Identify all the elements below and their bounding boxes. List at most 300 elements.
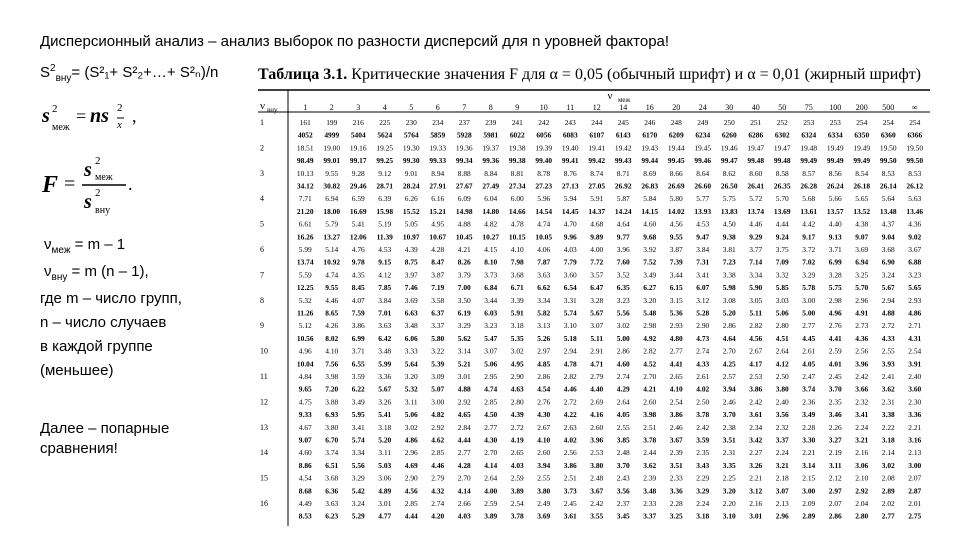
cell-a05-r12-c14: 2.54	[669, 397, 683, 407]
cell-a01-r9-c10: 5.18	[563, 333, 577, 343]
cell-a01-r3-c10: 27.13	[561, 181, 579, 191]
cell-a05-r2-c9: 19.39	[535, 143, 553, 153]
cell-a01-r3-c21: 26.18	[853, 181, 871, 191]
cell-a05-r9-c13: 2.98	[643, 321, 657, 331]
cell-a01-r15-c9: 3.80	[537, 486, 551, 496]
dof-vnu	[44, 263, 149, 283]
cell-a05-r15-c15: 2.29	[696, 473, 710, 483]
cell-a05-r2-c14: 19.44	[667, 143, 685, 153]
cell-a05-r14-c11: 2.53	[590, 448, 604, 458]
cell-a05-r5-c7: 4.82	[484, 219, 498, 229]
cell-a01-r2-c12: 99.43	[614, 156, 632, 166]
cell-a05-r9-c20: 2.76	[828, 321, 842, 331]
cell-a01-r2-c3: 99.25	[376, 156, 394, 166]
cell-a05-r8-c14: 3.15	[669, 295, 683, 305]
cell-a01-r8-c23: 4.86	[908, 308, 922, 318]
cell-a01-r13-c17: 3.42	[749, 435, 763, 445]
cell-a01-r4-c5: 15.21	[429, 206, 447, 216]
cell-a05-r14-c23: 2.13	[908, 448, 922, 458]
where-line-1: где m – число групп,	[40, 290, 182, 307]
cell-a01-r4-c21: 13.52	[853, 206, 871, 216]
cell-a01-r2-c20: 99.49	[826, 156, 844, 166]
cell-a05-r16-c8: 2.54	[510, 499, 524, 508]
cell-a05-r16-c23: 2.01	[908, 499, 922, 508]
cell-a05-r9-c9: 3.13	[537, 321, 551, 331]
cell-a05-r16-c21: 2.04	[855, 499, 869, 508]
cell-a05-r8-c21: 2.96	[855, 295, 869, 305]
cell-a05-r5-c8: 4.78	[510, 219, 524, 229]
cell-a05-r10-c10: 2.94	[563, 346, 577, 356]
cell-a05-r12-c17: 2.42	[749, 397, 763, 407]
cell-a01-r14-c19: 3.14	[802, 460, 816, 470]
cell-a05-r10-c7: 3.07	[484, 346, 498, 356]
cell-a05-r7-c2: 4.35	[351, 270, 365, 280]
cell-a05-r13-c23: 2.21	[908, 422, 922, 432]
cell-a05-r5-c13: 4.60	[643, 219, 657, 229]
cell-a05-r6-c22: 3.68	[881, 245, 895, 254]
dof-mezh-sub: меж	[51, 245, 71, 256]
cell-a01-r15-c16: 3.20	[722, 486, 736, 496]
cell-a05-r14-c12: 2.48	[616, 448, 630, 458]
cell-a01-r2-c21: 99.49	[853, 156, 871, 166]
cell-a01-r10-c6: 5.21	[457, 359, 471, 369]
cell-a05-r2-c23: 19.50	[906, 143, 924, 153]
cell-a01-r13-c23: 3.16	[908, 435, 922, 445]
cell-a01-r2-c19: 99.49	[800, 156, 818, 166]
row-label-4: 4	[260, 194, 264, 204]
cell-a05-r14-c14: 2.39	[669, 448, 683, 458]
cell-a05-r3-c2: 9.28	[351, 168, 365, 178]
cell-a01-r16-c0: 8.53	[298, 511, 312, 521]
cell-a01-r3-c12: 26.92	[614, 181, 632, 191]
cell-a05-r6-c0: 5.99	[298, 245, 312, 254]
cell-a05-r12-c0: 4.75	[298, 397, 312, 407]
cell-a05-r4-c21: 5.65	[855, 194, 869, 204]
cell-a05-r2-c0: 18.51	[296, 143, 314, 153]
cell-a01-r14-c23: 3.00	[908, 460, 922, 470]
F-eq: =	[64, 173, 76, 195]
cell-a05-r2-c18: 19.47	[773, 143, 791, 153]
cell-a05-r4-c3: 6.39	[378, 194, 392, 204]
cell-a01-r4-c22: 13.48	[879, 206, 897, 216]
cell-a01-r4-c17: 13.74	[747, 206, 765, 216]
cell-a01-r11-c17: 3.86	[749, 384, 763, 394]
cell-a01-r3-c23: 26.12	[906, 181, 924, 191]
cell-a01-r7-c17: 5.90	[749, 283, 763, 293]
cell-a01-r14-c15: 3.43	[696, 460, 710, 470]
cell-a01-r15-c3: 4.89	[378, 486, 392, 496]
cell-a01-r16-c22: 2.77	[881, 511, 895, 521]
cell-a05-r4-c16: 5.75	[722, 194, 736, 204]
cell-a01-r6-c19: 7.02	[802, 257, 816, 267]
cell-a01-r11-c6: 4.88	[457, 384, 471, 394]
cell-a01-r1-c19: 6324	[801, 130, 817, 140]
cell-a05-r11-c14: 2.65	[669, 372, 683, 381]
cell-a01-r5-c3: 11.39	[376, 232, 393, 242]
cell-a05-r12-c5: 3.00	[431, 397, 445, 407]
cell-a01-r10-c4: 5.64	[404, 359, 418, 369]
cell-a05-r6-c4: 4.39	[404, 245, 418, 254]
row-label-10: 10	[260, 346, 268, 356]
cell-a05-r13-c21: 2.24	[855, 422, 869, 432]
cell-a01-r12-c5: 4.82	[431, 410, 445, 420]
cell-a05-r10-c14: 2.77	[669, 346, 683, 356]
cell-a01-r2-c5: 99.33	[429, 156, 447, 166]
cell-a01-r14-c5: 4.46	[431, 460, 445, 470]
cell-a05-r15-c7: 2.64	[484, 473, 498, 483]
cell-a01-r16-c6: 4.03	[457, 511, 471, 521]
cell-a01-r12-c4: 5.06	[404, 410, 418, 420]
cell-a05-r1-c8: 241	[511, 118, 523, 127]
cell-a01-r9-c23: 4.31	[908, 333, 922, 343]
cell-a01-r11-c15: 4.02	[696, 384, 710, 394]
cell-a01-r10-c15: 4.33	[696, 359, 710, 369]
cell-a05-r15-c0: 4.54	[298, 473, 312, 483]
cell-a05-r5-c17: 4.46	[749, 219, 763, 229]
cell-a01-r5-c17: 9.29	[749, 232, 763, 242]
cell-a05-r12-c10: 2.72	[563, 397, 577, 407]
cell-a05-r10-c13: 2.82	[643, 346, 657, 356]
cell-a05-r7-c12: 3.52	[616, 270, 630, 280]
col-header-nu: ν	[607, 90, 613, 102]
cell-a05-r3-c12: 8.71	[616, 168, 630, 178]
cell-a05-r2-c6: 19.36	[455, 143, 473, 153]
cell-a01-r9-c14: 4.80	[669, 333, 683, 343]
cell-a05-r6-c7: 4.15	[484, 245, 498, 254]
cell-a01-r8-c11: 5.67	[590, 308, 604, 318]
cell-a01-r10-c23: 3.91	[908, 359, 922, 369]
cell-a01-r11-c2: 6.22	[351, 384, 365, 394]
cell-a01-r15-c22: 2.89	[881, 486, 895, 496]
cell-a05-r2-c22: 19.50	[879, 143, 897, 153]
cell-a05-r2-c16: 19.46	[720, 143, 738, 153]
table-caption-bold: Таблица 3.1.	[258, 66, 348, 83]
cell-a01-r16-c23: 2.75	[908, 511, 922, 521]
cell-a05-r1-c22: 254	[882, 118, 894, 127]
cell-a05-r11-c12: 2.74	[616, 372, 630, 381]
cell-a01-r2-c23: 99.50	[906, 156, 924, 166]
cell-a01-r15-c20: 2.97	[828, 486, 842, 496]
cell-a05-r8-c12: 3.23	[616, 295, 630, 305]
cell-a05-r3-c8: 8.81	[510, 168, 524, 178]
F-dot: .	[128, 174, 133, 194]
cell-a05-r10-c16: 2.70	[722, 346, 736, 356]
cell-a01-r9-c9: 5.26	[537, 333, 551, 343]
cell-a05-r16-c2: 3.24	[351, 499, 365, 508]
cell-a05-r14-c10: 2.56	[563, 448, 577, 458]
cell-a05-r2-c3: 19.25	[376, 143, 394, 153]
cell-a01-r2-c1: 99.01	[323, 156, 341, 166]
further-line-2: сравнения!	[40, 440, 118, 457]
cell-a05-r7-c6: 3.79	[457, 270, 471, 280]
mezh-comma: ,	[132, 106, 137, 126]
cell-a05-r3-c9: 8.78	[537, 168, 551, 178]
cell-a05-r12-c20: 2.35	[828, 397, 842, 407]
cell-a01-r16-c14: 3.25	[669, 511, 683, 521]
cell-a01-r6-c23: 6.88	[908, 257, 922, 267]
cell-a05-r14-c19: 2.21	[802, 448, 816, 458]
cell-a05-r9-c0: 5.12	[298, 321, 312, 331]
mezh-eq: =	[76, 106, 87, 126]
cell-a05-r8-c9: 3.34	[537, 295, 551, 305]
cell-a01-r15-c0: 8.68	[298, 486, 312, 496]
cell-a05-r4-c7: 6.04	[484, 194, 498, 204]
cell-a01-r13-c3: 5.20	[378, 435, 392, 445]
cell-a05-r8-c20: 2.98	[828, 295, 842, 305]
dof-mezh-nu: ν	[44, 236, 52, 253]
cell-a05-r3-c15: 8.64	[696, 168, 710, 178]
cell-a01-r12-c21: 3.41	[855, 410, 869, 420]
cell-a01-r3-c2: 29.46	[349, 181, 367, 191]
cell-a05-r4-c23: 5.63	[908, 194, 922, 204]
cell-a05-r2-c17: 19.47	[747, 143, 765, 153]
cell-a01-r9-c22: 4.33	[881, 333, 895, 343]
cell-a05-r11-c15: 2.61	[696, 372, 710, 381]
cell-a05-r13-c14: 2.46	[669, 422, 683, 432]
cell-a01-r4-c4: 15.52	[402, 206, 420, 216]
cell-a01-r2-c15: 99.46	[694, 156, 712, 166]
cell-a01-r2-c13: 99.44	[641, 156, 659, 166]
cell-a05-r11-c11: 2.79	[590, 372, 604, 381]
cell-a05-r6-c17: 3.77	[749, 245, 763, 254]
cell-a01-r10-c7: 5.06	[484, 359, 498, 369]
formula-s2-vnu-base: S	[40, 64, 51, 81]
mezh-subx: x	[117, 119, 122, 131]
cell-a01-r6-c1: 10.92	[323, 257, 341, 267]
cell-a05-r2-c8: 19.38	[508, 143, 526, 153]
mezh-s: s	[42, 105, 50, 127]
cell-a05-r8-c17: 3.05	[749, 295, 763, 305]
cell-a01-r4-c18: 13.69	[773, 206, 791, 216]
cell-a01-r13-c5: 4.62	[431, 435, 445, 445]
cell-a01-r14-c20: 3.11	[828, 460, 842, 470]
row-label-12: 12	[260, 397, 268, 407]
cell-a01-r16-c19: 2.89	[802, 511, 816, 521]
cell-a05-r13-c8: 2.72	[510, 422, 524, 432]
cell-a05-r13-c2: 3.41	[351, 422, 365, 432]
cell-a01-r2-c17: 99.48	[747, 156, 765, 166]
cell-a05-r6-c1: 5.14	[325, 245, 339, 254]
cell-a01-r7-c12: 6.35	[616, 283, 630, 293]
cell-a01-r8-c17: 5.11	[749, 308, 763, 318]
cell-a01-r3-c17: 26.41	[747, 181, 765, 191]
cell-a05-r11-c0: 4.84	[298, 372, 312, 381]
cell-a01-r7-c14: 6.15	[669, 283, 683, 293]
cell-a05-r4-c22: 5.64	[881, 194, 895, 204]
cell-a05-r9-c4: 3.48	[404, 321, 418, 331]
cell-a05-r6-c14: 3.87	[669, 245, 683, 254]
cell-a05-r8-c13: 3.20	[643, 295, 657, 305]
cell-a05-r7-c13: 3.49	[643, 270, 657, 280]
cell-a05-r14-c6: 2.77	[457, 448, 471, 458]
cell-a05-r9-c18: 2.80	[775, 321, 789, 331]
cell-a05-r9-c2: 3.86	[351, 321, 365, 331]
cell-a01-r5-c19: 9.17	[802, 232, 816, 242]
col-header-13: 16	[645, 103, 654, 112]
cell-a05-r16-c19: 2.09	[802, 499, 816, 508]
cell-a01-r8-c18: 5.06	[775, 308, 789, 318]
cell-a01-r6-c9: 7.87	[537, 257, 551, 267]
cell-a01-r6-c11: 7.72	[590, 257, 604, 267]
cell-a01-r14-c7: 4.14	[484, 460, 498, 470]
cell-a05-r7-c11: 3.57	[590, 270, 604, 280]
cell-a01-r16-c7: 3.89	[484, 511, 498, 521]
col-header-5: 6	[435, 103, 440, 112]
cell-a05-r15-c3: 3.06	[378, 473, 392, 483]
cell-a05-r11-c3: 3.36	[378, 372, 392, 381]
cell-a01-r11-c20: 3.70	[828, 384, 842, 394]
cell-a01-r9-c18: 4.51	[775, 333, 789, 343]
cell-a01-r2-c7: 99.36	[482, 156, 500, 166]
cell-a01-r2-c22: 99.50	[879, 156, 897, 166]
further-line-1: Далее – попарные	[40, 420, 170, 437]
cell-a01-r9-c0: 10.56	[296, 333, 314, 343]
cell-a05-r15-c22: 2.08	[881, 473, 895, 483]
cell-a05-r4-c18: 5.70	[775, 194, 789, 204]
cell-a01-r14-c17: 3.26	[749, 460, 763, 470]
cell-a05-r3-c14: 8.66	[669, 168, 683, 178]
cell-a01-r10-c17: 4.17	[749, 359, 763, 369]
cell-a01-r7-c8: 6.71	[510, 283, 524, 293]
cell-a05-r10-c23: 2.54	[908, 346, 922, 356]
cell-a01-r4-c16: 13.83	[720, 206, 738, 216]
cell-a01-r13-c19: 3.30	[802, 435, 816, 445]
cell-a01-r14-c10: 3.86	[563, 460, 577, 470]
cell-a01-r13-c14: 3.67	[669, 435, 683, 445]
cell-a01-r5-c11: 9.89	[590, 232, 604, 242]
cell-a01-r15-c23: 2.87	[908, 486, 922, 496]
mezh-sub: меж	[52, 122, 70, 133]
cell-a01-r2-c6: 99.34	[455, 156, 473, 166]
cell-a01-r4-c0: 21.20	[296, 206, 314, 216]
cell-a05-r1-c10: 243	[564, 118, 576, 127]
cell-a01-r5-c16: 9.38	[722, 232, 736, 242]
cell-a01-r6-c15: 7.31	[696, 257, 710, 267]
cell-a01-r6-c22: 6.90	[881, 257, 895, 267]
cell-a05-r1-c23: 254	[909, 118, 921, 127]
cell-a01-r11-c13: 4.21	[643, 384, 657, 394]
cell-a01-r4-c6: 14.98	[455, 206, 473, 216]
cell-a05-r10-c0: 4.96	[298, 346, 312, 356]
cell-a05-r16-c11: 2.42	[590, 499, 604, 508]
cell-a01-r3-c18: 26.35	[773, 181, 791, 191]
cell-a05-r5-c4: 5.05	[404, 219, 418, 229]
cell-a05-r11-c5: 3.09	[431, 372, 445, 381]
cell-a01-r1-c8: 6022	[509, 130, 525, 140]
cell-a01-r9-c7: 5.47	[484, 333, 498, 343]
cell-a05-r11-c2: 3.59	[351, 372, 365, 381]
f-critical-table	[258, 66, 930, 536]
table-caption	[258, 66, 921, 84]
slide-title: Дисперсионный анализ – анализ выборок по разности дисперсий для n уровней фактора!	[40, 33, 670, 50]
cell-a05-r7-c4: 3.97	[404, 270, 418, 280]
mezh-sup: 2	[52, 103, 58, 115]
cell-a01-r1-c0: 4052	[297, 130, 313, 140]
cell-a05-r11-c22: 2.41	[881, 372, 895, 381]
cell-a01-r3-c22: 26.14	[879, 181, 897, 191]
cell-a05-r13-c17: 2.34	[749, 422, 763, 432]
cell-a05-r8-c1: 4.46	[325, 295, 339, 305]
cell-a05-r12-c3: 3.26	[378, 397, 392, 407]
cell-a01-r16-c17: 3.01	[749, 511, 763, 521]
cell-a01-r7-c21: 5.70	[855, 283, 869, 293]
cell-a01-r10-c21: 3.96	[855, 359, 869, 369]
cell-a01-r8-c1: 8.65	[325, 308, 339, 318]
cell-a01-r16-c12: 3.45	[616, 511, 630, 521]
cell-a05-r11-c1: 3.98	[325, 372, 339, 381]
cell-a01-r6-c7: 8.10	[484, 257, 498, 267]
cell-a05-r6-c13: 3.92	[643, 245, 657, 254]
cell-a01-r12-c17: 3.61	[749, 410, 763, 420]
cell-a01-r14-c16: 3.35	[722, 460, 736, 470]
cell-a01-r6-c14: 7.39	[669, 257, 683, 267]
cell-a05-r4-c8: 6.00	[510, 194, 524, 204]
cell-a05-r3-c10: 8.76	[563, 168, 577, 178]
cell-a05-r8-c6: 3.50	[457, 295, 471, 305]
cell-a01-r2-c2: 99.17	[349, 156, 367, 166]
cell-a05-r6-c21: 3.69	[855, 245, 869, 254]
cell-a01-r16-c15: 3.18	[696, 511, 710, 521]
cell-a05-r8-c11: 3.28	[590, 295, 604, 305]
cell-a05-r9-c3: 3.63	[378, 321, 392, 331]
cell-a05-r7-c3: 4.12	[378, 270, 392, 280]
cell-a05-r4-c12: 5.87	[616, 194, 630, 204]
cell-a01-r7-c18: 5.85	[775, 283, 789, 293]
cell-a01-r9-c11: 5.11	[590, 333, 604, 343]
table-caption-rest: Критические значения F для α = 0,05 (обычный шрифт) и α = 0,01 (жирный шрифт)	[347, 66, 922, 83]
cell-a05-r14-c20: 2.19	[828, 448, 842, 458]
cell-a01-r3-c20: 26.24	[826, 181, 844, 191]
col-header-15: 24	[698, 103, 707, 112]
cell-a01-r16-c5: 4.20	[431, 511, 445, 521]
cell-a05-r2-c21: 19.49	[853, 143, 871, 153]
cell-a01-r14-c13: 3.62	[643, 460, 657, 470]
cell-a05-r14-c2: 3.34	[351, 448, 365, 458]
col-header-23: ∞	[911, 103, 918, 112]
cell-a01-r5-c1: 13.27	[323, 232, 341, 242]
cell-a01-r6-c13: 7.52	[643, 257, 657, 267]
cell-a05-r5-c19: 4.42	[802, 219, 816, 229]
cell-a01-r8-c14: 5.36	[669, 308, 683, 318]
cell-a05-r8-c8: 3.39	[510, 295, 524, 305]
cell-a01-r11-c9: 4.54	[537, 384, 551, 394]
cell-a01-r13-c15: 3.59	[696, 435, 710, 445]
cell-a05-r5-c14: 4.56	[669, 219, 683, 229]
cell-a05-r14-c3: 3.11	[378, 448, 392, 458]
cell-a01-r13-c1: 6.70	[325, 435, 339, 445]
cell-a01-r11-c22: 3.62	[881, 384, 895, 394]
cell-a05-r12-c13: 2.60	[643, 397, 657, 407]
cell-a01-r14-c6: 4.28	[457, 460, 471, 470]
cell-a05-r3-c18: 8.58	[775, 168, 789, 178]
cell-a05-r15-c16: 2.25	[722, 473, 736, 483]
cell-a05-r15-c6: 2.70	[457, 473, 471, 483]
cell-a01-r12-c13: 3.98	[643, 410, 657, 420]
cell-a01-r13-c10: 4.02	[563, 435, 577, 445]
cell-a01-r13-c18: 3.37	[775, 435, 789, 445]
cell-a01-r16-c18: 2.96	[775, 511, 789, 521]
cell-a01-r10-c13: 4.52	[643, 359, 657, 369]
cell-a05-r4-c17: 5.72	[749, 194, 763, 204]
cell-a05-r2-c10: 19.40	[561, 143, 579, 153]
cell-a01-r14-c3: 5.03	[378, 460, 392, 470]
cell-a05-r9-c16: 2.86	[722, 321, 736, 331]
cell-a05-r16-c3: 3.01	[378, 499, 392, 508]
cell-a05-r5-c18: 4.44	[775, 219, 789, 229]
cell-a01-r5-c5: 10.67	[429, 232, 447, 242]
cell-a05-r8-c0: 5.32	[298, 295, 312, 305]
cell-a05-r10-c6: 3.14	[457, 346, 471, 356]
